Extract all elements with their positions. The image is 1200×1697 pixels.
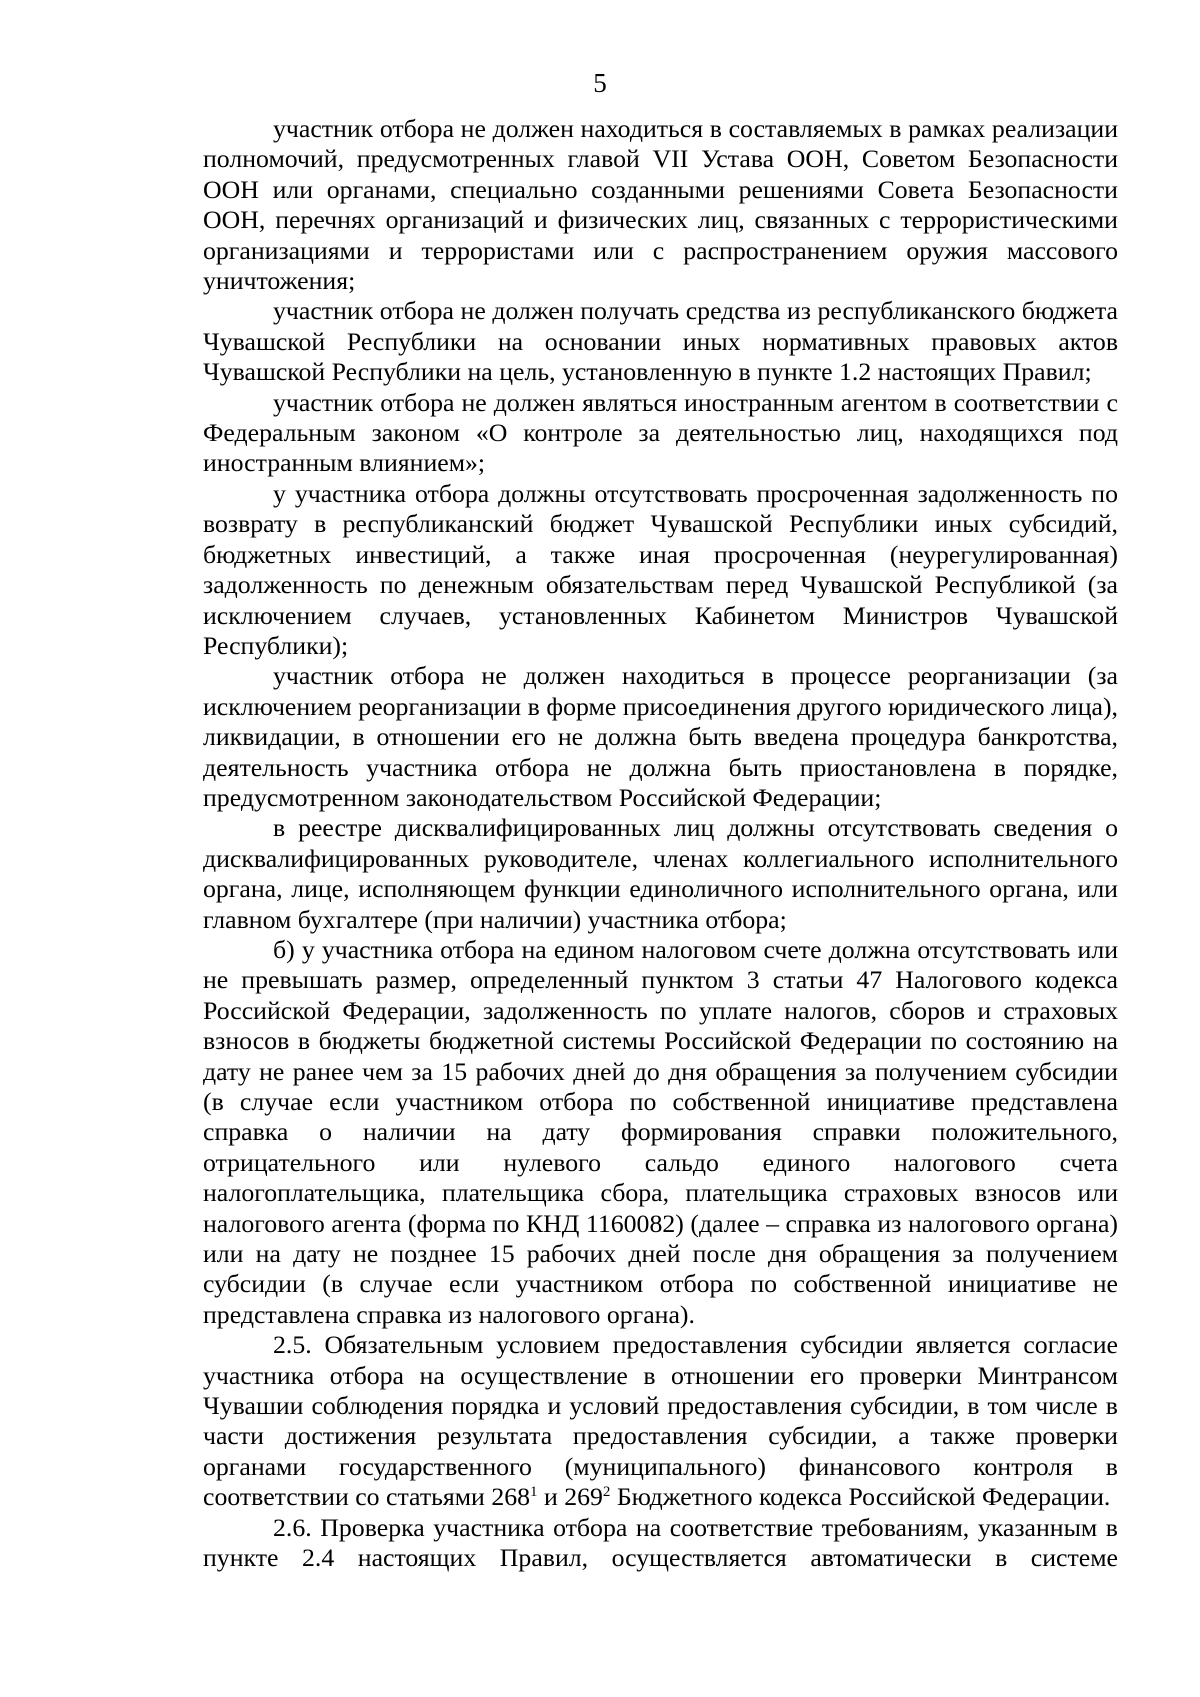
paragraph-foreign-agent: участник отбора не должен являться иностранным агентом в соответствии с Федеральным законом «О контроле за деятельностью лиц, находящихся под иностранным влиянием»; [203, 387, 1118, 478]
paragraph-2-5 [203, 1330, 1118, 1512]
paragraph-2-5-text-before: 2.5. Обязательным условием предоставления субсидии является согласие участника отбора на осуществление в отношении его проверки Минтрансом Чувашии соблюдения порядка и условий предоставления субсидии, в том числе в части достижения результата предоставления субсидии, а также проверки органами государственного (муниципального) финансового контроля в соответствии со статьями 268 [203, 1330, 1118, 1512]
document-body [203, 114, 1118, 1574]
paragraph-2-6: 2.6. Проверка участника отбора на соответствие требованиям, указанным в пункте 2.4 настоящих Правил, осуществляется автоматически в системе [203, 1512, 1118, 1573]
paragraph-tax-account: б) у участника отбора на едином налоговом счете должна отсутствовать или не превышать размер, определенный пунктом 3 статьи 47 Налогового кодекса Российской Федерации, задолженность по уплате налогов, сборов и страховых взносов в бюджеты бюджетной системы Российской Федерации по состоянию на дату не ранее чем за 15 рабочих дней до дня обращения за получением субсидии (в случае если участником отбора по собственной инициативе представлена справка о наличии на дату формирования справки положительного, отрицательного или нулевого сальдо единого налогового счета налогоплательщика, плательщика сбора, плательщика страховых взносов или налогового агента (форма по КНД 1160082) (далее – справка из налогового органа) или на дату не позднее 15 рабочих дней после дня обращения за получением субсидии (в случае если участником отбора по собственной инициативе не представлена справка из налогового органа). [203, 934, 1118, 1329]
page-number: 5 [593, 68, 607, 98]
paragraph-reorganization: участник отбора не должен находиться в процессе реорганизации (за исключением реорганизации в форме присоединения другого юридического лица), ликвидации, в отношении его не должна быть введена процедура банкротства, деятельность участника отбора не должна быть приостановлена в порядке, предусмотренном законодательством Российской Федерации; [203, 661, 1118, 812]
paragraph-2-5-text-middle: и 269 [537, 1482, 603, 1512]
paragraph-overdue-debt: у участника отбора должны отсутствовать просроченная задолженность по возврату в республиканский бюджет Чувашской Республики иных субсидий, бюджетных инвестиций, а также иная просроченная (неурегулированная) задолженность по денежным обязательствам перед Чувашской Республикой (за исключением случаев, установленных Кабинетом Министров Чувашской Республики); [203, 478, 1118, 660]
superscript-2: 2 [602, 1484, 611, 1501]
paragraph-other-funds: участник отбора не должен получать средства из республиканского бюджета Чувашской Республики на основании иных нормативных правовых актов Чувашской Республики на цель, установленную в пункте 1.2 настоящих Правил; [203, 296, 1118, 387]
paragraph-un-sanctions: участник отбора не должен находиться в составляемых в рамках реализации полномочий, предусмотренных главой VII Устава ООН, Советом Безопасности ООН или органами, специально созданными решениями Совета Безопасности ООН, перечнях организаций и физических лиц, связанных с террористическими организациями и террористами или с распространением оружия массового уничтожения; [203, 114, 1118, 296]
paragraph-disqualified-persons: в реестре дисквалифицированных лиц должны отсутствовать сведения о дисквалифицированных руководителе, членах коллегиального исполнительного органа, лице, исполняющем функции единоличного исполнительного органа, или главном бухгалтере (при наличии) участника отбора; [203, 813, 1118, 934]
superscript-1: 1 [530, 1484, 538, 1501]
paragraph-2-5-text-after: Бюджетного кодекса Российской Федерации. [610, 1482, 1111, 1512]
